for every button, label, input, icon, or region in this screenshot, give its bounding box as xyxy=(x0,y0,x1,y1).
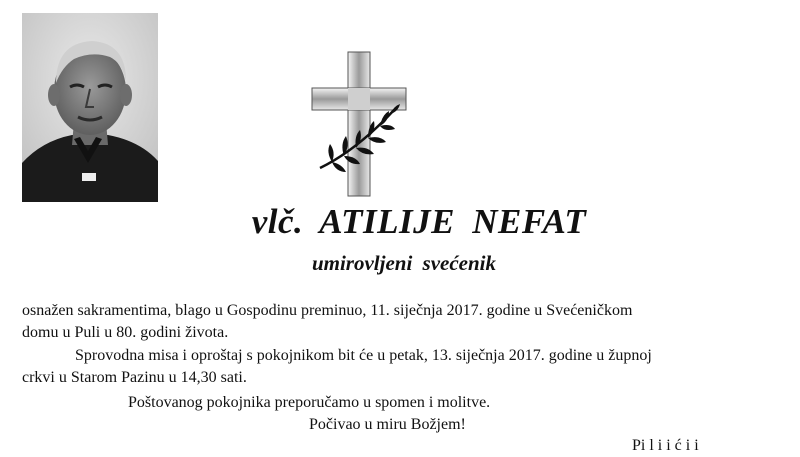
funeral-line-2: crkvi u Starom Pazinu u 14,30 sati. xyxy=(22,369,247,386)
signature-partial: Pi l i i ć i i xyxy=(632,437,699,454)
deceased-name: vlč. ATILIJE NEFAT xyxy=(251,202,587,241)
portrait-photo xyxy=(22,13,158,202)
announcement-line-1: osnažen sakramentima, blago u Gospodinu preminuo, 11. siječnja 2017. godine u Svećeničkom xyxy=(22,302,633,319)
cross-with-palm-icon xyxy=(302,50,422,200)
funeral-line-1: Sprovodna misa i oproštaj s pokojnikom bit će u petak, 13. siječnja 2017. godine u župnoj xyxy=(75,347,652,364)
closing-rest-in-peace: Počivao u miru Božjem! xyxy=(309,416,466,433)
closing-prayer-request: Poštovanog pokojnika preporučamo u spomen i molitve. xyxy=(128,394,491,411)
announcement-line-2: domu u Puli u 80. godini života. xyxy=(22,324,229,341)
deceased-title: umirovljeni svećenik xyxy=(311,251,497,275)
